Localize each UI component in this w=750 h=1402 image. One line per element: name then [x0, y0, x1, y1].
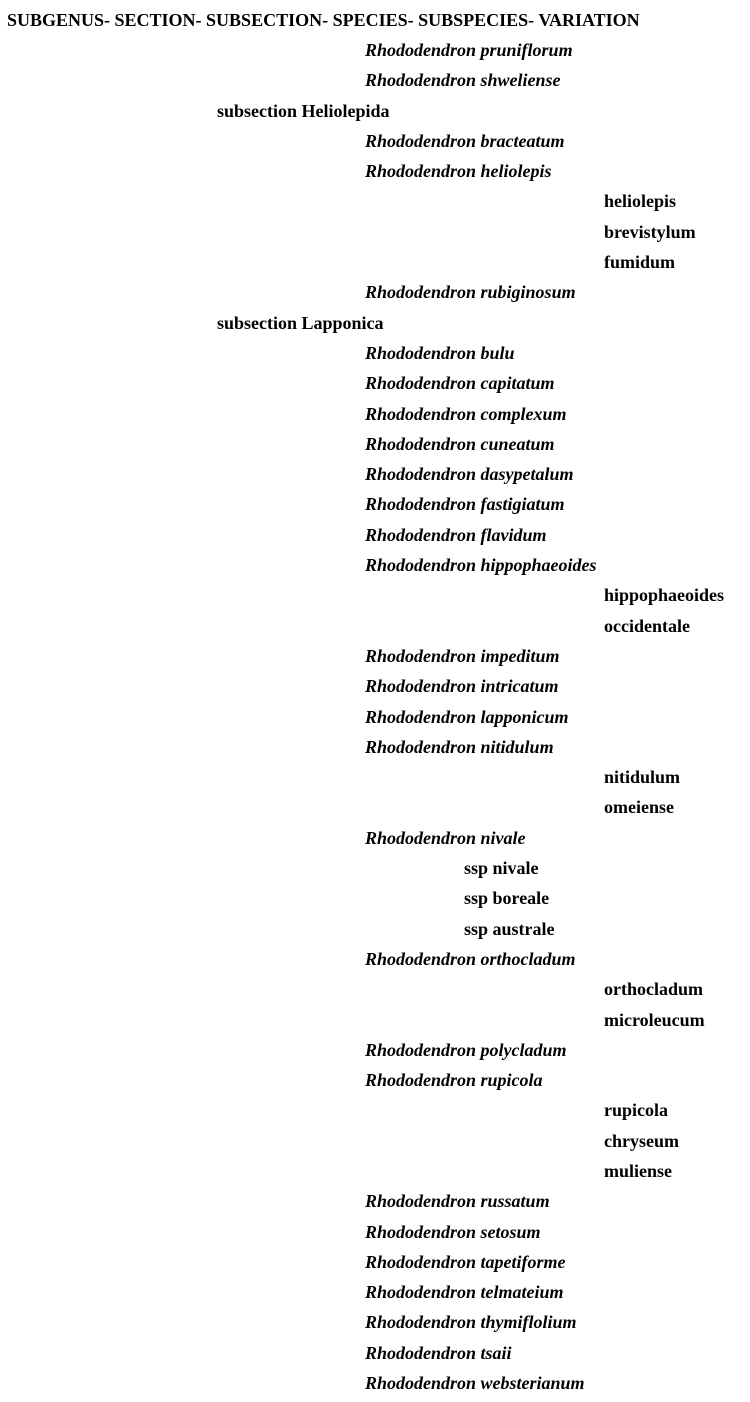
subspecies-row: [0, 853, 750, 883]
species-row: [0, 1065, 750, 1095]
taxon-name: ssp boreale: [464, 888, 550, 909]
taxon-name: Rhododendron dasypetalum: [365, 464, 574, 485]
taxon-name: Rhododendron lapponicum: [365, 706, 569, 727]
species-row: [0, 399, 750, 429]
taxon-name: Rhododendron rubiginosum: [365, 282, 576, 303]
taxon-name: subsection Lapponica: [217, 312, 384, 333]
taxon-name: Rhododendron complexum: [365, 403, 567, 424]
species-row: [0, 489, 750, 519]
taxon-name: Rhododendron setosum: [365, 1221, 541, 1242]
taxon-name: Rhododendron heliolepis: [365, 161, 552, 182]
species-row: [0, 1186, 750, 1216]
taxon-name: Rhododendron flavidum: [365, 524, 547, 545]
variety-row: [0, 1156, 750, 1186]
variety-row: [0, 611, 750, 641]
species-row: [0, 277, 750, 307]
taxon-name: Rhododendron orthocladum: [365, 948, 576, 969]
taxon-name: rupicola: [604, 1100, 669, 1121]
species-row: [0, 1307, 750, 1337]
taxon-name: nitidulum: [604, 767, 681, 788]
taxon-name: Rhododendron intricatum: [365, 676, 559, 697]
variety-row: [0, 1095, 750, 1125]
taxon-name: Rhododendron polycladum: [365, 1039, 567, 1060]
subsection-row: [0, 96, 750, 126]
species-row: [0, 1035, 750, 1065]
variety-row: [0, 217, 750, 247]
taxon-name: Rhododendron pruniflorum: [365, 40, 573, 60]
species-row: [0, 702, 750, 732]
variety-row: [0, 186, 750, 216]
species-row: [0, 368, 750, 398]
taxon-list: [0, 35, 750, 1398]
species-row: [0, 944, 750, 974]
species-row: [0, 65, 750, 95]
taxon-name: Rhododendron bulu: [365, 342, 515, 363]
taxon-name: Rhododendron tsaii: [365, 1342, 512, 1363]
variety-row: [0, 974, 750, 1004]
species-row: [0, 823, 750, 853]
taxon-name: occidentale: [604, 615, 690, 636]
taxon-name: Rhododendron bracteatum: [365, 130, 565, 151]
taxon-name: omeiense: [604, 797, 674, 818]
species-row: [0, 338, 750, 368]
species-row: [0, 156, 750, 186]
subspecies-row: [0, 914, 750, 944]
taxon-name: Rhododendron shweliense: [365, 70, 561, 91]
variety-row: [0, 1126, 750, 1156]
taxon-name: ssp nivale: [464, 858, 539, 879]
species-row: [0, 1277, 750, 1307]
taxon-name: Rhododendron telmateium: [365, 1282, 564, 1303]
species-row: [0, 671, 750, 701]
variety-row: [0, 247, 750, 277]
species-row: [0, 1368, 750, 1398]
taxon-name: Rhododendron websterianum: [365, 1373, 585, 1394]
taxon-name: muliense: [604, 1160, 673, 1181]
taxon-name: Rhododendron hippophaeoides: [365, 555, 597, 576]
taxon-name: Rhododendron russatum: [365, 1191, 550, 1212]
taxon-name: chryseum: [604, 1130, 679, 1151]
species-row: [0, 1338, 750, 1368]
species-row: [0, 429, 750, 459]
taxon-name: fumidum: [604, 252, 676, 273]
taxon-name: Rhododendron thymiflolium: [365, 1312, 577, 1333]
species-row: [0, 1217, 750, 1247]
variety-row: [0, 762, 750, 792]
taxon-name: Rhododendron cuneatum: [365, 433, 555, 454]
species-row: [0, 126, 750, 156]
taxon-name: Rhododendron nitidulum: [365, 736, 554, 757]
species-row: [0, 35, 750, 65]
taxon-name: Rhododendron capitatum: [365, 373, 555, 394]
taxon-name: orthocladum: [604, 979, 703, 1000]
taxon-name: brevistylum: [604, 221, 696, 242]
taxon-name: Rhododendron rupicola: [365, 1070, 543, 1091]
species-row: [0, 550, 750, 580]
taxon-name: Rhododendron tapetiforme: [365, 1251, 566, 1272]
species-row: [0, 641, 750, 671]
subspecies-row: [0, 883, 750, 913]
species-row: [0, 1247, 750, 1277]
species-row: [0, 732, 750, 762]
taxon-name: Rhododendron impeditum: [365, 645, 560, 666]
hierarchy-header: SUBGENUS- SECTION- SUBSECTION- SPECIES- SUBSPECIES- VARIATION: [7, 10, 640, 30]
taxon-name: microleucum: [604, 1009, 705, 1030]
taxon-name: hippophaeoides: [604, 585, 725, 606]
variety-row: [0, 792, 750, 822]
species-row: [0, 520, 750, 550]
taxon-name: Rhododendron nivale: [365, 827, 526, 848]
variety-row: [0, 1005, 750, 1035]
taxon-name: heliolepis: [604, 191, 677, 212]
variety-row: [0, 580, 750, 610]
species-row: [0, 459, 750, 489]
subsection-row: [0, 308, 750, 338]
taxon-name: Rhododendron fastigiatum: [365, 494, 565, 515]
taxon-name: ssp australe: [464, 918, 555, 939]
taxon-name: subsection Heliolepida: [217, 100, 390, 121]
